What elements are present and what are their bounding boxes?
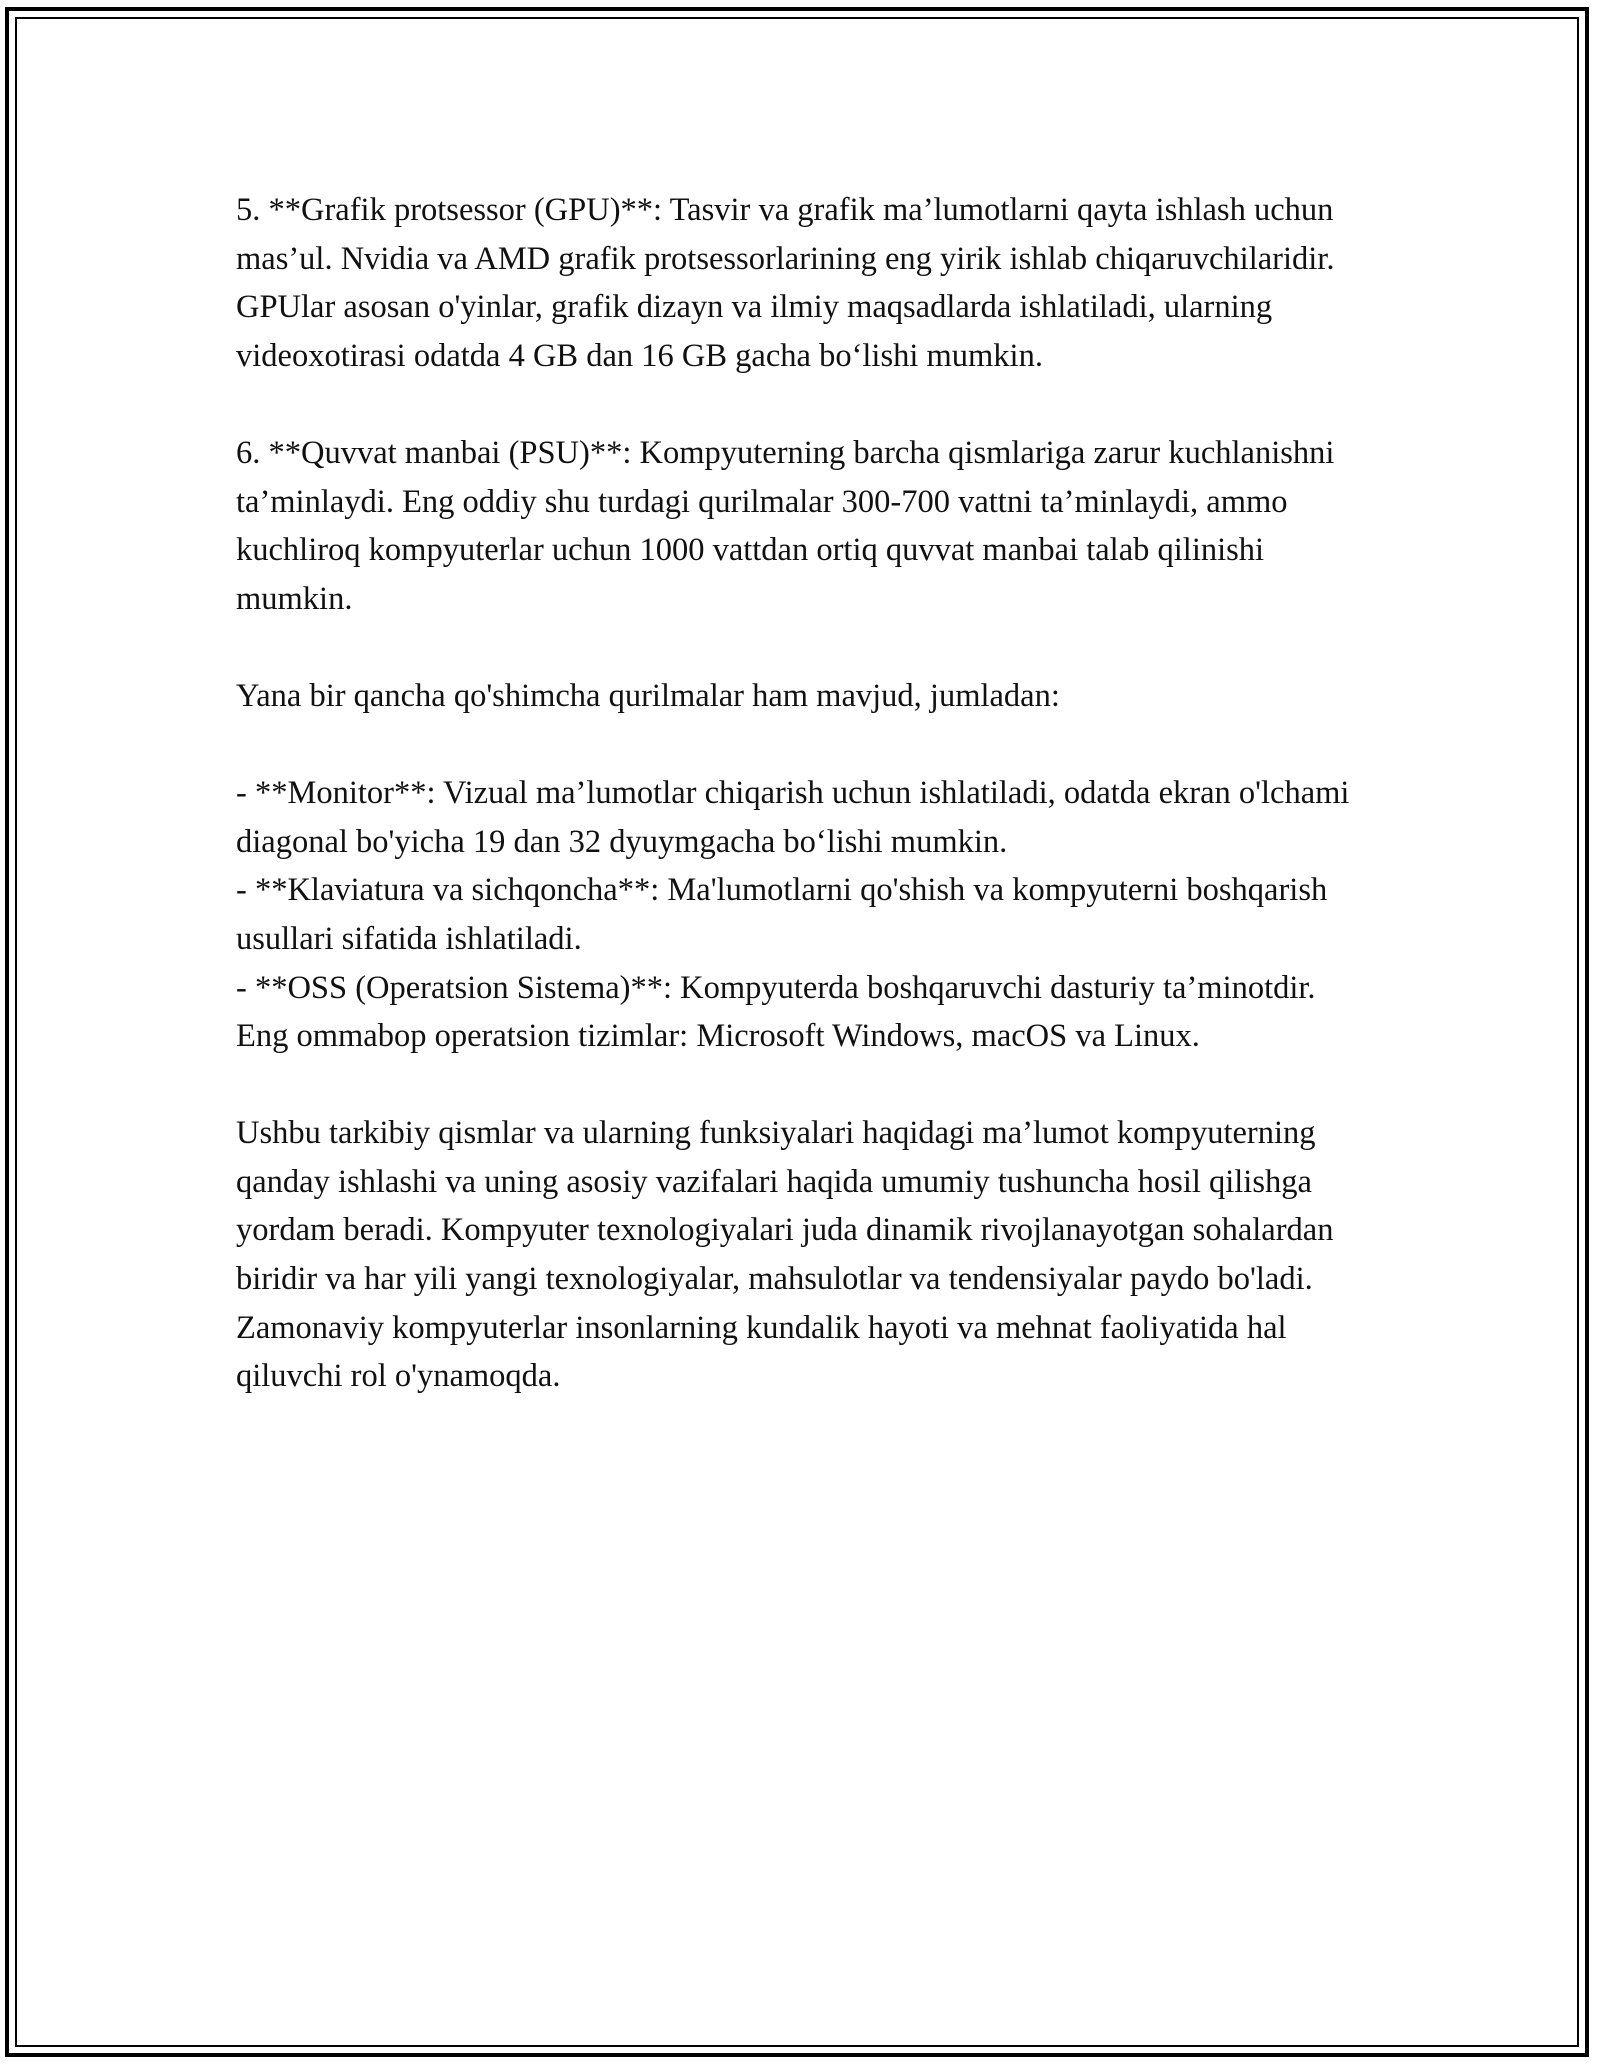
list-item-os: - **OSS (Operatsion Sistema)**: Kompyuterda boshqaruvchi dasturiy ta’minotdir. Eng ommabop operatsion tizimlar: Microsoft Windows, macOS va Linux. xyxy=(236,969,1316,1055)
document-body xyxy=(236,186,1376,1449)
paragraph-gpu: 5. **Grafik protsessor (GPU)**: Tasvir va grafik ma’lumotlarni qayta ishlash uchun mas’ul. Nvidia va AMD grafik protsessorlarining eng yirik ishlab chiqaruvchilaridir. GPUlar asosan o'yinlar, grafik dizayn va ilmiy maqsadlarda ishlatiladi, ularning videoxotirasi odatda 4 GB dan 16 GB gacha bo‘lishi mumkin. xyxy=(236,192,1335,374)
paragraph-psu: 6. **Quvvat manbai (PSU)**: Kompyuterning barcha qismlariga zarur kuchlanishni ta’minlaydi. Eng oddiy shu turdagi qurilmalar 300-700 vattni ta’minlaydi, ammo kuchliroq kompyuterlar uchun 1000 vattdan ortiq quvvat manbai talab qilinishi mumkin. xyxy=(236,434,1335,617)
list-item-monitor: - **Monitor**: Vizual ma’lumotlar chiqarish uchun ishlatiladi, odatda ekran o'lchami diagonal bo'yicha 19 dan 32 dyuymgacha bo‘lishi mumkin. xyxy=(236,775,1350,860)
list-item-keyboard-mouse: - **Klaviatura va sichqoncha**: Ma'lumotlarni qo'shish va kompyuterni boshqarish usullari sifatida ishlatiladi. xyxy=(236,872,1328,957)
device-list xyxy=(236,769,1376,1061)
paragraph-intro: Yana bir qancha qo'shimcha qurilmalar ham mavjud, jumladan: xyxy=(236,677,1060,714)
paragraph-conclusion: Ushbu tarkibiy qismlar va ularning funksiyalari haqidagi ma’lumot kompyuterning qanday ishlashi va uning asosiy vazifalari haqida umumiy tushuncha hosil qilishga yordam beradi. Kompyuter texnologiyalari juda dinamik rivojlanayotgan sohalardan biridir va har yili yangi texnologiyalar, mahsulotlar va tendensiyalar paydo bo'ladi. Zamonaviy kompyuterlar insonlarning kundalik hayoti va mehnat faoliyatida hal qiluvchi rol o'ynamoqda. xyxy=(236,1115,1334,1395)
